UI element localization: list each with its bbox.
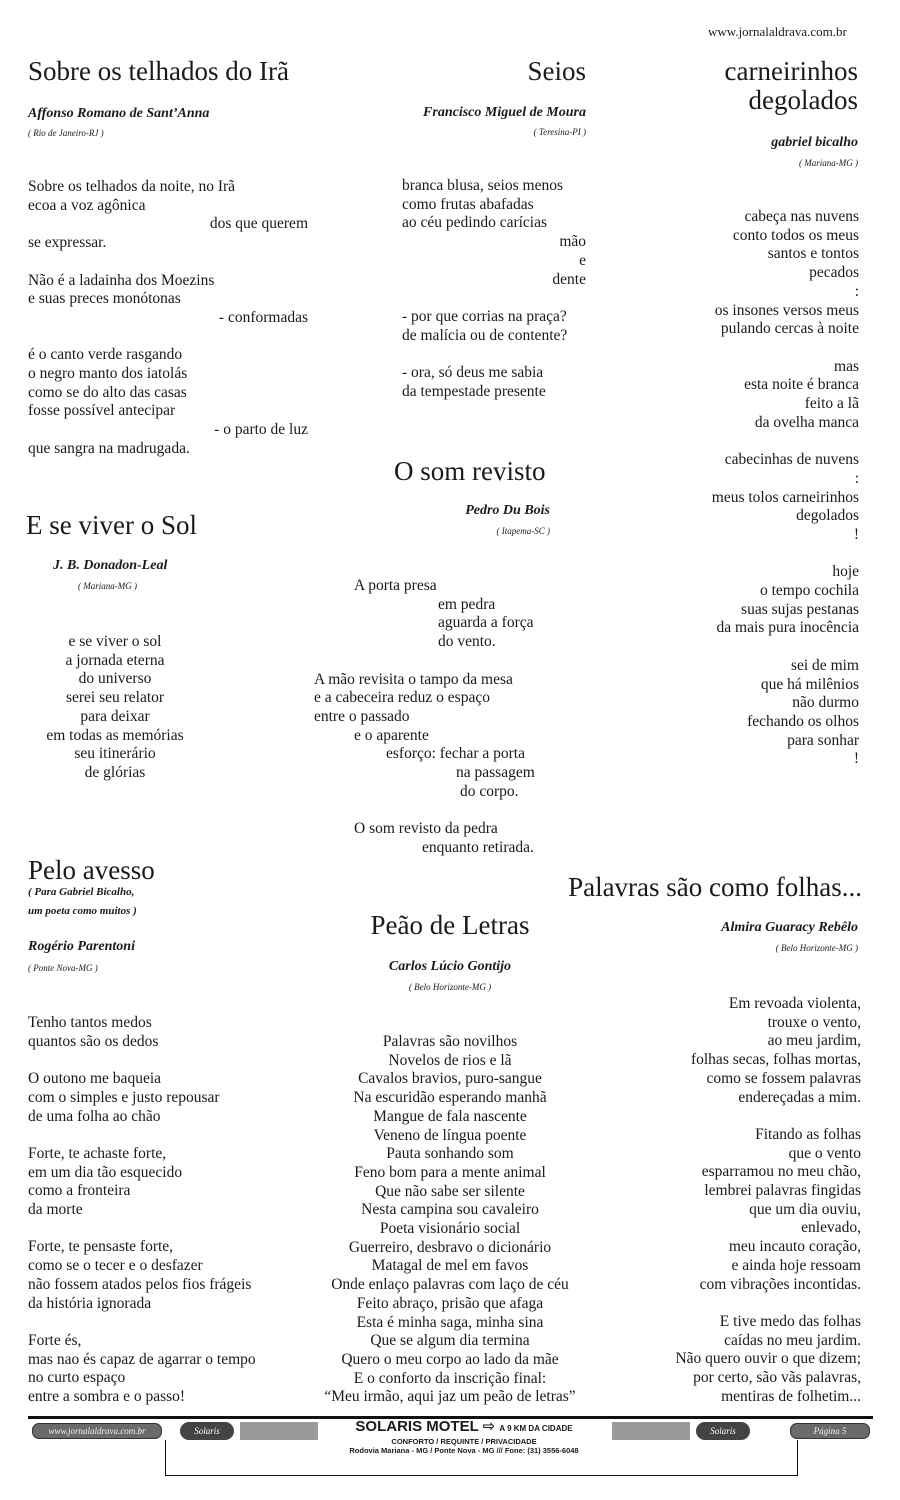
poem-line: suas sujas pestanas bbox=[741, 600, 859, 618]
poem-line: esparramou no meu chão, bbox=[701, 1163, 861, 1181]
poem-line: Feno bom para a mente animal bbox=[354, 1163, 546, 1181]
poem-line: como se o tecer e o desfazer bbox=[28, 1257, 203, 1275]
poem-line: conto todos os meus bbox=[732, 226, 859, 244]
poem-line: Matagal de mel em favos bbox=[371, 1257, 529, 1275]
poem-line: E o conforto da inscrição final: bbox=[353, 1369, 547, 1387]
poem-line bbox=[28, 253, 308, 272]
poem-dedication: ( Para Gabriel Bicalho, bbox=[28, 886, 135, 898]
poem-line: degolados bbox=[796, 507, 859, 525]
poem-line: ! bbox=[853, 750, 859, 768]
poem-line: caídas no meu jardim. bbox=[724, 1331, 861, 1349]
poem-place: ( Itapema-SC ) bbox=[496, 526, 550, 536]
poem-title: Palavras são como folhas... bbox=[568, 872, 862, 902]
poem-body bbox=[314, 577, 554, 858]
poem-title: Seios bbox=[527, 56, 586, 86]
site-url[interactable]: www.jornalaldrava.com.br bbox=[708, 24, 847, 39]
motel-ad bbox=[324, 1419, 604, 1455]
poem-line: que o vento bbox=[788, 1144, 861, 1162]
poem-line: Em revoada violenta, bbox=[728, 995, 861, 1012]
poem-line: enlevado, bbox=[801, 1219, 861, 1237]
motel-distance: A 9 KM DA CIDADE bbox=[499, 1424, 573, 1433]
poem-line bbox=[680, 339, 859, 358]
poem-line: Tenho tantos medos bbox=[28, 1014, 152, 1031]
poem-body bbox=[310, 1033, 590, 1407]
poem-title: Sobre os telhados do Irã bbox=[28, 56, 289, 86]
poem-line: na passagem bbox=[456, 764, 535, 782]
poem-line: os insones versos meus bbox=[714, 301, 859, 319]
footer-bar bbox=[28, 1416, 873, 1455]
poem-title: carneirinhos bbox=[724, 56, 858, 86]
poem-line: E tive medo das folhas bbox=[719, 1312, 861, 1330]
poem-body bbox=[402, 177, 586, 401]
poem-line: Pauta sonhando som bbox=[386, 1145, 514, 1163]
poem-line: mão bbox=[559, 233, 586, 251]
poem-line: Cavalos bravios, puro-sangue bbox=[358, 1070, 542, 1088]
poem-place: ( Belo Horizonte-MG ) bbox=[775, 943, 858, 953]
solaris-logo-right: Solaris bbox=[696, 1422, 750, 1440]
poem-line: serei seu relator bbox=[65, 689, 165, 707]
poem-line: da ovelha manca bbox=[754, 413, 859, 431]
poem-line: da história ignorada bbox=[28, 1294, 152, 1312]
poem-line: Poeta visionário social bbox=[379, 1220, 521, 1238]
poem-line bbox=[402, 345, 586, 364]
poem-line: cabeça nas nuvens bbox=[744, 208, 859, 225]
poem-line: o negro manto dos iatolás bbox=[28, 365, 188, 382]
poem-line bbox=[28, 1126, 298, 1145]
poem-line: endereçadas a mim. bbox=[738, 1088, 861, 1106]
poem-title: Peão de Letras bbox=[370, 910, 530, 940]
poem-line: como se fossem palavras bbox=[706, 1069, 861, 1087]
poem-line: Feito abraço, prisão que afaga bbox=[356, 1294, 544, 1312]
poem-line: Forte és, bbox=[28, 1331, 82, 1349]
poem-line: e suas preces monótonas bbox=[28, 290, 181, 308]
poem-line: ! bbox=[853, 525, 859, 543]
poem-line: em um dia tão esquecido bbox=[28, 1163, 183, 1181]
poem-line bbox=[314, 801, 554, 820]
poem-line: como a fronteira bbox=[28, 1182, 131, 1200]
poem-line: : bbox=[854, 282, 859, 300]
poem-place: ( Ponte Nova-MG ) bbox=[28, 963, 98, 973]
poem-line: aguarda a força bbox=[438, 614, 534, 632]
poem-line bbox=[680, 638, 859, 657]
poem-author: Carlos Lúcio Gontijo bbox=[388, 959, 512, 974]
poem-line: Não quero ouvir o que dizem; bbox=[675, 1350, 861, 1368]
poem-line: mas bbox=[834, 357, 859, 375]
footer-divider bbox=[797, 1440, 798, 1476]
poem-line: dente bbox=[552, 270, 586, 288]
poem-line: fechando os olhos bbox=[747, 712, 859, 730]
poem-line: branca blusa, seios menos bbox=[402, 177, 563, 194]
poem-line: que há milênios bbox=[760, 675, 859, 693]
poem-line bbox=[314, 652, 554, 671]
poem-body bbox=[28, 633, 202, 783]
poem-body bbox=[28, 178, 308, 459]
motel-photo-right bbox=[612, 1422, 690, 1440]
solaris-logo-left: Solaris bbox=[180, 1422, 234, 1440]
poem-line bbox=[680, 545, 859, 564]
poem-place: ( Teresina-PI ) bbox=[533, 127, 586, 137]
poem-line: para deixar bbox=[80, 707, 150, 725]
poem-line: seu itinerário bbox=[74, 745, 156, 763]
poem-line: Veneno de língua poente bbox=[373, 1126, 527, 1144]
poem-line: O som revisto da pedra bbox=[354, 820, 498, 838]
poem-line: meus tolos carneirinhos bbox=[711, 488, 859, 506]
poem-line: mentiras de folhetim... bbox=[721, 1387, 861, 1405]
poem-line: e se viver o sol bbox=[68, 633, 162, 650]
poem-line: que sangra na madrugada. bbox=[28, 439, 190, 457]
poem-line: não durmo bbox=[792, 694, 859, 712]
poem-line: de glórias bbox=[84, 763, 146, 781]
poem-line: “Meu irmão, aqui jaz um peão de letras” bbox=[324, 1388, 576, 1406]
poem-line: Forte, te achaste forte, bbox=[28, 1144, 167, 1162]
poem-line: do universo bbox=[78, 670, 152, 688]
poem-line: - conformadas bbox=[218, 308, 308, 326]
poem-body bbox=[28, 1014, 298, 1407]
poem-line: meu incauto coração, bbox=[728, 1238, 861, 1256]
motel-tagline: CONFORTO / REQUINTE / PRIVACIDADE bbox=[391, 1437, 537, 1446]
poem-line: por certo, são vãs palavras, bbox=[693, 1369, 861, 1387]
poem-place: ( Rio de Janeiro-RJ ) bbox=[28, 128, 104, 138]
poem-author: Francisco Miguel de Moura bbox=[423, 105, 586, 120]
poem-author: Rogério Parentoni bbox=[28, 939, 135, 954]
poem-line bbox=[28, 1051, 298, 1070]
poem-title: Pelo avesso bbox=[28, 855, 155, 885]
poem-place: ( Mariana-MG ) bbox=[799, 158, 858, 168]
poem-line bbox=[680, 432, 859, 451]
poem-title-line-2: degolados bbox=[748, 85, 858, 115]
motel-photo-left bbox=[240, 1422, 318, 1440]
poem-line: Que se algum dia termina bbox=[370, 1332, 530, 1350]
footer-divider bbox=[165, 1440, 166, 1476]
poem-line: Esta é minha saga, minha sina bbox=[356, 1313, 544, 1331]
poem-place: ( Mariana-MG ) bbox=[78, 581, 137, 591]
poem-line: se expressar. bbox=[28, 234, 107, 252]
poem-line bbox=[28, 328, 308, 347]
poem-title: E se viver o Sol bbox=[26, 510, 197, 540]
poem-place: ( Belo Horizonte-MG ) bbox=[408, 982, 492, 992]
poem-line: e o aparente bbox=[354, 726, 429, 744]
poem-line: folhas secas, folhas mortas, bbox=[690, 1051, 861, 1069]
poem-line: esforço: fechar a porta bbox=[386, 745, 525, 763]
poem-line: e a cabeceira reduz o espaço bbox=[314, 689, 490, 707]
poem-line: fosse possível antecipar bbox=[28, 402, 176, 420]
poem-line: A mão revisita o tampo da mesa bbox=[314, 670, 513, 688]
poem-line: santos e tontos bbox=[767, 245, 859, 263]
poem-line: enquanto retirada. bbox=[422, 838, 534, 856]
poem-line: Novelos de rios e lã bbox=[388, 1051, 512, 1069]
poem-line: Guerreiro, desbravo o dicionário bbox=[348, 1238, 552, 1256]
poem-line: Forte, te pensaste forte, bbox=[28, 1238, 174, 1256]
poem-line: Quero o meu corpo ao lado da mãe bbox=[341, 1350, 559, 1368]
poem-line bbox=[620, 1294, 861, 1313]
page-number: Página 5 bbox=[790, 1423, 870, 1439]
poem-line: entre a sombra e o passo! bbox=[28, 1388, 186, 1405]
poem-line: Nesta campina sou cavaleiro bbox=[361, 1201, 539, 1219]
poem-line: no curto espaço bbox=[28, 1369, 126, 1387]
poem-line: pecados bbox=[809, 264, 859, 282]
poem-line: ao meu jardim, bbox=[767, 1032, 861, 1050]
poem-line: e bbox=[579, 251, 586, 269]
footer-bottom-rule bbox=[165, 1475, 798, 1476]
poem-line: da morte bbox=[28, 1201, 83, 1218]
poem-line: O outono me baqueia bbox=[28, 1070, 162, 1088]
poem-line: como frutas abafadas bbox=[402, 195, 534, 213]
poem-line: a jornada eterna bbox=[65, 651, 165, 669]
poem-line: - ora, só deus me sabia bbox=[402, 364, 544, 381]
poem-line: de malícia ou de contente? bbox=[402, 326, 568, 344]
poem-line: em todas as memórias bbox=[46, 726, 184, 744]
motel-name: SOLARIS MOTEL bbox=[355, 1418, 479, 1435]
poem-line: como se do alto das casas bbox=[28, 383, 187, 401]
poem-author: Pedro Du Bois bbox=[465, 503, 550, 518]
poem-line: e ainda hoje ressoam bbox=[731, 1256, 861, 1274]
poem-line: não fossem atados pelos fios frágeis bbox=[28, 1275, 252, 1293]
poem-line: que um dia ouviu, bbox=[749, 1200, 861, 1218]
poem-dedication: um poeta como muitos ) bbox=[28, 905, 137, 917]
poem-line: do corpo. bbox=[460, 782, 519, 800]
poem-author: gabriel bicalho bbox=[771, 135, 858, 150]
poem-line: - o parto de luz bbox=[214, 421, 308, 439]
poem-line: : bbox=[854, 469, 859, 487]
poem-line: com o simples e justo repousar bbox=[28, 1088, 220, 1106]
poem-line: lembrei palavras fingidas bbox=[704, 1182, 861, 1200]
poem-author: Affonso Romano de Sant’Anna bbox=[28, 106, 210, 121]
footer-url[interactable]: www.jornalaldrava.com.br bbox=[32, 1423, 162, 1439]
poem-line: Que não sabe ser silente bbox=[375, 1182, 525, 1200]
poem-line: A porta presa bbox=[354, 577, 437, 594]
poem-line: ao céu pedindo carícias bbox=[402, 214, 548, 232]
poem-line bbox=[402, 289, 586, 308]
poem-title: O som revisto bbox=[394, 456, 546, 486]
poem-line: é o canto verde rasgando bbox=[28, 346, 183, 364]
poem-line: quantos são os dedos bbox=[28, 1032, 159, 1050]
poem-body bbox=[620, 995, 861, 1406]
arrow-right-icon: ⇨ bbox=[482, 1418, 496, 1435]
poem-line: Sobre os telhados da noite, no Irã bbox=[28, 178, 236, 195]
poem-line: Onde enlaço palavras com laço de céu bbox=[331, 1276, 569, 1294]
poem-line: para sonhar bbox=[787, 731, 859, 749]
poem-line: da tempestade presente bbox=[402, 382, 546, 400]
poem-line: o tempo cochila bbox=[760, 582, 859, 600]
poem-line: Palavras são novilhos bbox=[382, 1033, 518, 1050]
poem-line bbox=[28, 1313, 298, 1332]
poem-line: com vibrações incontidas. bbox=[699, 1275, 861, 1293]
poem-author: J. B. Donadon-Leal bbox=[53, 558, 168, 573]
poem-line bbox=[620, 1107, 861, 1126]
poem-line: sei de mim bbox=[790, 656, 859, 674]
poem-line: mas nao és capaz de agarrar o tempo bbox=[28, 1350, 256, 1368]
poem-line: Fitando as folhas bbox=[755, 1125, 861, 1143]
poem-line: hoje bbox=[832, 563, 859, 581]
poem-line: Mangue de fala nascente bbox=[373, 1107, 527, 1125]
poem-line: cabecinhas de nuvens bbox=[724, 451, 859, 469]
poem-line: dos que querem bbox=[209, 215, 308, 233]
poem-line: entre o passado bbox=[314, 707, 410, 725]
poem-line bbox=[28, 1220, 298, 1239]
poem-body bbox=[680, 208, 859, 769]
poem-line: do vento. bbox=[438, 633, 496, 651]
poem-line: esta noite é branca bbox=[744, 376, 859, 394]
poem-line: pulando cercas à noite bbox=[720, 320, 859, 338]
poem-line: Na escuridão esperando manhã bbox=[353, 1089, 547, 1107]
poem-line: ecoa a voz agônica bbox=[28, 196, 146, 214]
poem-line: trouxe o vento, bbox=[767, 1013, 861, 1031]
poem-line: Não é a ladainha dos Moezins bbox=[28, 271, 215, 289]
poem-line: de uma folha ao chão bbox=[28, 1107, 161, 1125]
poem-author: Almira Guaracy Rebêlo bbox=[721, 920, 858, 935]
poem-line: da mais pura inocência bbox=[716, 619, 859, 637]
poem-line: - por que corrias na praça? bbox=[402, 307, 567, 325]
poem-line: em pedra bbox=[438, 595, 496, 613]
motel-address: Rodovia Mariana - MG / Ponte Nova - MG /// Fone: (31) 3556-6048 bbox=[349, 1446, 579, 1455]
poem-line: feito a lã bbox=[804, 395, 859, 413]
